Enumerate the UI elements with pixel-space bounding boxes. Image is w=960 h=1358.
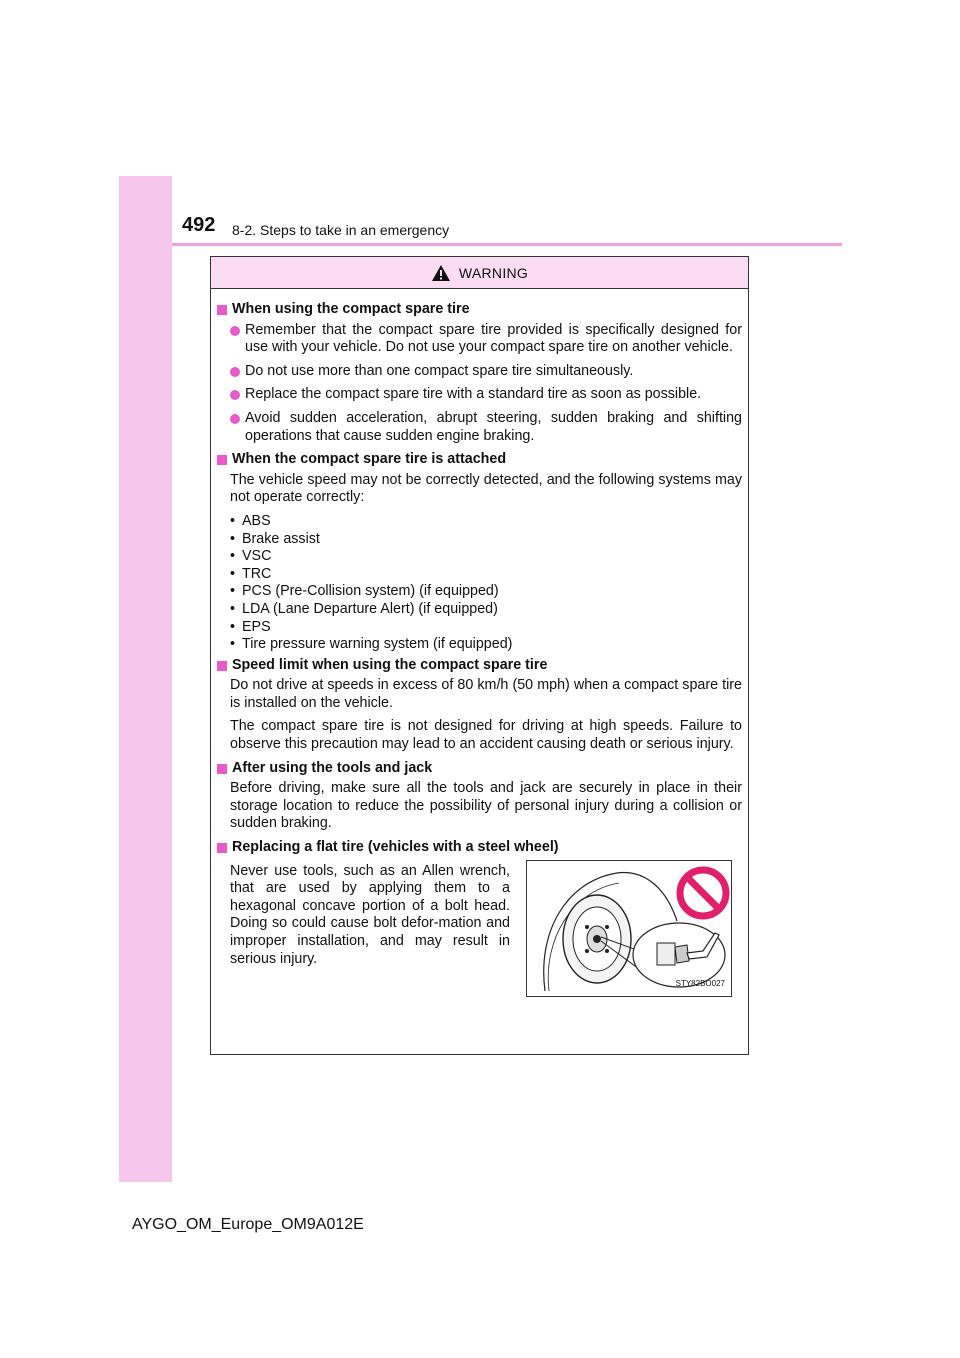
section-heading xyxy=(217,451,742,469)
warning-header xyxy=(211,257,748,289)
heading-square-icon xyxy=(217,764,227,774)
bullet-dot-icon xyxy=(230,367,240,377)
warning-body xyxy=(211,289,748,997)
heading-square-icon xyxy=(217,455,227,465)
side-tab xyxy=(119,176,172,1182)
bullet-text: Remember that the compact spare tire provided is specifically designed for use with your vehicle. Do not use your compact spare tire on another vehicle. xyxy=(245,321,742,356)
list-item: • PCS (Pre-Collision system) (if equipped) xyxy=(230,583,499,600)
section-heading xyxy=(217,301,742,319)
section-heading-text: When the compact spare tire is attached xyxy=(232,451,507,468)
section-heading-text: Replacing a flat tire (vehicles with a steel wheel) xyxy=(232,839,559,856)
bullet-dot-icon xyxy=(230,414,240,424)
systems-list xyxy=(230,513,742,654)
section-speed-limit xyxy=(217,657,742,754)
section-text: The vehicle speed may not be correctly detected, and the following systems may not operate correctly: xyxy=(230,471,742,506)
list-item: • VSC xyxy=(230,548,272,565)
section-paragraph: The compact spare tire is not designed for driving at high speeds. Failure to observe this precaution may lead to an accident causing death or serious injury. xyxy=(230,718,742,753)
bullet-dot-icon xyxy=(230,390,240,400)
section-heading-text: Speed limit when using the compact spare tire xyxy=(232,656,548,673)
bullet-item xyxy=(230,363,742,381)
bullet-text: Do not use more than one compact spare tire simultaneously. xyxy=(245,362,634,379)
list-item: • LDA (Lane Departure Alert) (if equipped) xyxy=(230,600,498,617)
section-heading xyxy=(217,839,742,857)
warning-box xyxy=(210,256,749,1055)
section-paragraph: Do not drive at speeds in excess of 80 km/h (50 mph) when a compact spare tire is installed on the vehicle. xyxy=(230,677,742,711)
figure-code: STY82BO027 xyxy=(675,979,725,989)
list-item: • TRC xyxy=(230,565,272,582)
header-divider xyxy=(172,243,842,246)
page-number: 492 xyxy=(182,214,216,236)
document-id: AYGO_OM_Europe_OM9A012E xyxy=(132,1216,364,1233)
allen-wrench-illustration xyxy=(526,860,732,997)
section-text: Never use tools, such as an Allen wrench, that are used by applying them to a hexagonal concave portion of a bolt head. Doing so could cause bolt defor-mation and improper installation, and may result in serious injury. xyxy=(230,862,510,967)
bullet-item xyxy=(230,322,742,357)
section-spare-attached xyxy=(217,451,742,654)
heading-square-icon xyxy=(217,661,227,671)
list-item: • EPS xyxy=(230,618,271,635)
section-title: 8-2. Steps to take in an emergency xyxy=(232,222,450,238)
warning-title: WARNING xyxy=(458,264,529,281)
bullet-text: Replace the compact spare tire with a standard tire as soon as possible. xyxy=(245,386,702,403)
bullet-item xyxy=(230,410,742,445)
section-heading xyxy=(217,657,742,675)
section-flat-tire xyxy=(217,839,742,997)
section-heading xyxy=(217,760,742,778)
section-tools-jack xyxy=(217,760,742,833)
prohibition-icon xyxy=(680,870,726,916)
heading-square-icon xyxy=(217,843,227,853)
flat-tire-row xyxy=(230,860,742,997)
section-text: Before driving, make sure all the tools and jack are securely in place in their storage location to reduce the possibility of personal injury during a collision or sudden braking. xyxy=(230,780,742,832)
heading-square-icon xyxy=(217,305,227,315)
bullet-dot-icon xyxy=(230,326,240,336)
section-compact-spare-tire xyxy=(217,301,742,445)
section-heading-text: When using the compact spare tire xyxy=(232,301,470,317)
list-item: • Brake assist xyxy=(230,530,320,547)
section-heading-text: After using the tools and jack xyxy=(232,759,433,776)
list-item: • ABS xyxy=(230,512,271,529)
bullet-text: Avoid sudden acceleration, abrupt steering, sudden braking and shifting operations that cause sudden engine braking. xyxy=(245,409,742,444)
warning-triangle-icon xyxy=(431,264,451,282)
list-item: • Tire pressure warning system (if equipped) xyxy=(230,636,513,653)
bullet-item xyxy=(230,386,742,404)
